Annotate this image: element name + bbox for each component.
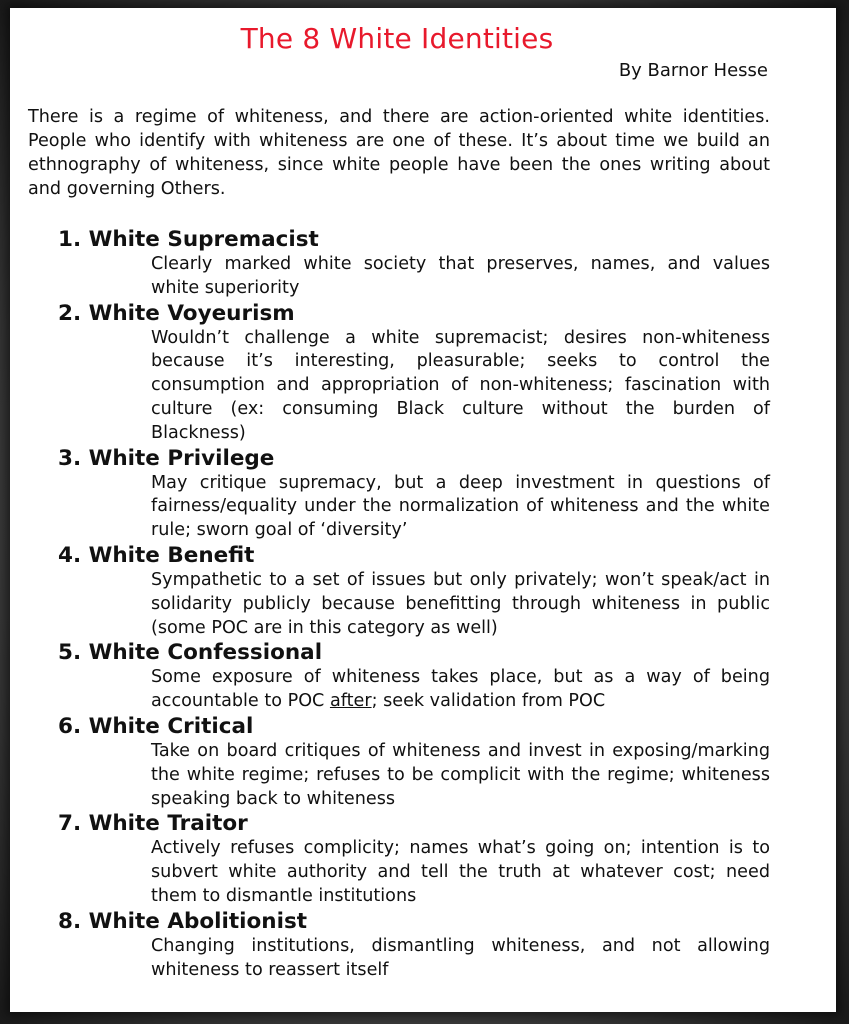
item-description: Clearly marked white society that preserves, names, and values white superiority xyxy=(151,254,770,298)
author-byline: By Barnor Hesse xyxy=(618,60,768,81)
intro-paragraph: There is a regime of whiteness, and there are action-oriented white identities. People who identify with whiteness are one of these. It’s about time we build an ethnography of whiteness, since white people have been the ones writing about and governing Others. xyxy=(28,107,770,199)
document-title: The 8 White Identities xyxy=(240,22,554,55)
list-item xyxy=(58,543,770,640)
item-description: Actively refuses complicity; names what’s going on; intention is to subvert white authority and tell the truth at whatever cost; need them to dismantle institutions xyxy=(151,838,770,906)
description-text: ; seek validation from POC xyxy=(371,691,606,712)
underlined-word: after xyxy=(329,691,372,712)
item-heading: 4. White Benefit xyxy=(58,542,255,568)
item-description: May critique supremacy, but a deep investment in questions of fairness/equality under the normalization of whiteness and the white rule; sworn goal of ‘diversity’ xyxy=(151,472,770,541)
list-item xyxy=(58,714,770,811)
list-item xyxy=(58,640,770,714)
item-heading: 7. White Traitor xyxy=(58,811,248,837)
item-description xyxy=(151,666,770,714)
list-item xyxy=(58,909,770,983)
description-text: Some exposure of whiteness takes place, but as a way of being accountable to POC xyxy=(151,667,770,712)
item-description: Wouldn’t challenge a white supremacist; desires non-whiteness because it’s interesting, pleasurable; seeks to control the consumption and appropriation of non-whiteness; fascination with culture (ex: consuming Black culture without the burden of Blackness) xyxy=(151,327,770,443)
identity-list xyxy=(58,227,770,982)
item-heading: 6. White Critical xyxy=(58,713,254,739)
item-heading: 2. White Voyeurism xyxy=(58,300,295,326)
item-heading: 3. White Privilege xyxy=(58,445,275,471)
item-description: Sympathetic to a set of issues but only privately; won’t speak/act in solidarity publicly because benefitting through whiteness in public (some POC are in this category as well) xyxy=(151,569,770,638)
item-description: Changing institutions, dismantling whiteness, and not allowing whiteness to reassert itself xyxy=(151,935,770,980)
list-item xyxy=(58,301,770,446)
list-item xyxy=(58,446,770,543)
list-item xyxy=(58,227,770,301)
item-description: Take on board critiques of whiteness and invest in exposing/marking the white regime; refuses to be complicit with the regime; whiteness speaking back to whiteness xyxy=(151,740,770,809)
list-item xyxy=(58,811,770,908)
document-page xyxy=(10,8,836,1012)
item-heading: 1. White Supremacist xyxy=(58,227,319,252)
item-heading: 5. White Confessional xyxy=(58,640,323,666)
item-heading: 8. White Abolitionist xyxy=(58,908,308,934)
